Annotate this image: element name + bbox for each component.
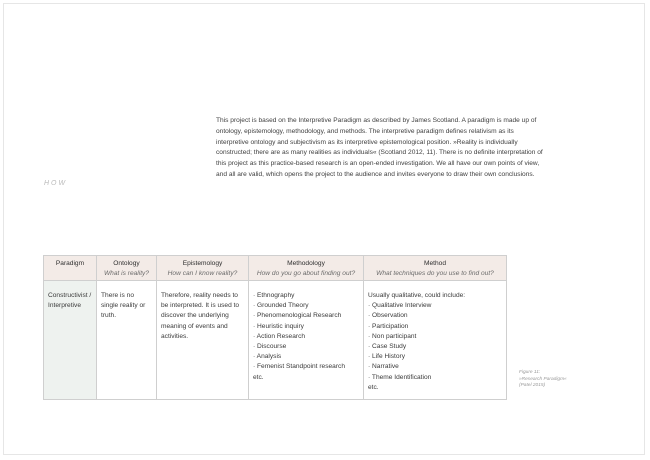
cell-methodology	[249, 281, 364, 400]
intro-paragraph	[216, 116, 546, 181]
list-item: · Analysis	[253, 352, 359, 362]
list-item: · Discourse	[253, 342, 359, 352]
list-item: · Narrative	[368, 362, 502, 372]
caption-source: (Patel 2015)	[519, 383, 546, 389]
research-paradigm-table	[43, 255, 507, 400]
header-title: Methodology	[287, 260, 325, 267]
list-item: · Phenomenological Research	[253, 311, 359, 321]
list-item: · Femenist Standpoint research	[253, 362, 359, 372]
method-etc: etc.	[368, 383, 379, 391]
header-method	[364, 256, 507, 281]
methodology-list	[253, 291, 359, 373]
header-epistemology	[157, 256, 249, 281]
table-row	[44, 281, 507, 400]
list-item: · Qualitative Interview	[368, 301, 502, 311]
figure-caption	[519, 370, 567, 390]
cell-epistemology: Therefore, reality needs to be interpreted. It is used to discover the underlying meaning of events and activities.	[157, 281, 249, 400]
list-item: · Participation	[368, 322, 502, 332]
cell-paradigm: Constructivist / Interpretive	[44, 281, 97, 400]
list-item: · Theme Identification	[368, 373, 502, 383]
header-title: Ontology	[113, 260, 140, 267]
method-intro: Usually qualitative, could include:	[368, 292, 466, 299]
caption-figure-number: Figure 11:	[519, 370, 541, 375]
header-title: Method	[424, 260, 446, 267]
header-title: Epistemology	[182, 260, 223, 267]
list-item: · Case Study	[368, 342, 502, 352]
header-question: How do you go about finding out?	[256, 270, 356, 277]
list-item: · Grounded Theory	[253, 301, 359, 311]
cell-ontology: There is no single reality or truth.	[97, 281, 157, 400]
header-question: What techniques do you use to find out?	[376, 270, 494, 277]
list-item: · Observation	[368, 311, 502, 321]
list-item: · Ethnography	[253, 291, 359, 301]
list-item: · Heuristic inquiry	[253, 322, 359, 332]
header-methodology	[249, 256, 364, 281]
methodology-etc: etc.	[253, 373, 264, 381]
cell-method	[364, 281, 507, 400]
header-question: What is reality?	[103, 270, 150, 277]
list-item: · Life History	[368, 352, 502, 362]
method-list	[368, 301, 502, 383]
intro-text: This project is based on the Interpretive Paradigm as described by James Scotland. A paradigm is made up of ontology, epistemology, methodology, and methods. The interpretive paradigm defines relativism as its interpretive ontology and subjectivism as its interpretive epistemological position. »Reality is individually constructed; there are as many realities as individuals« (Scotland 2012, 11). There is no definite interpretation of this project as this practice-based research is an open-ended investigation. We all have our own points of view, and all are valid, which opens the project to the audience and invites everyone to draw their own conclusions.	[216, 117, 543, 178]
header-paradigm	[44, 256, 97, 281]
header-question: How can I know reality?	[167, 270, 238, 277]
list-item: · Non participant	[368, 332, 502, 342]
header-ontology	[97, 256, 157, 281]
section-label: HOW	[44, 180, 68, 187]
header-title: Paradigm	[55, 260, 85, 267]
caption-title: »Research Paradigm«	[519, 376, 567, 382]
list-item: · Action Research	[253, 332, 359, 342]
table-header-row	[44, 256, 507, 281]
